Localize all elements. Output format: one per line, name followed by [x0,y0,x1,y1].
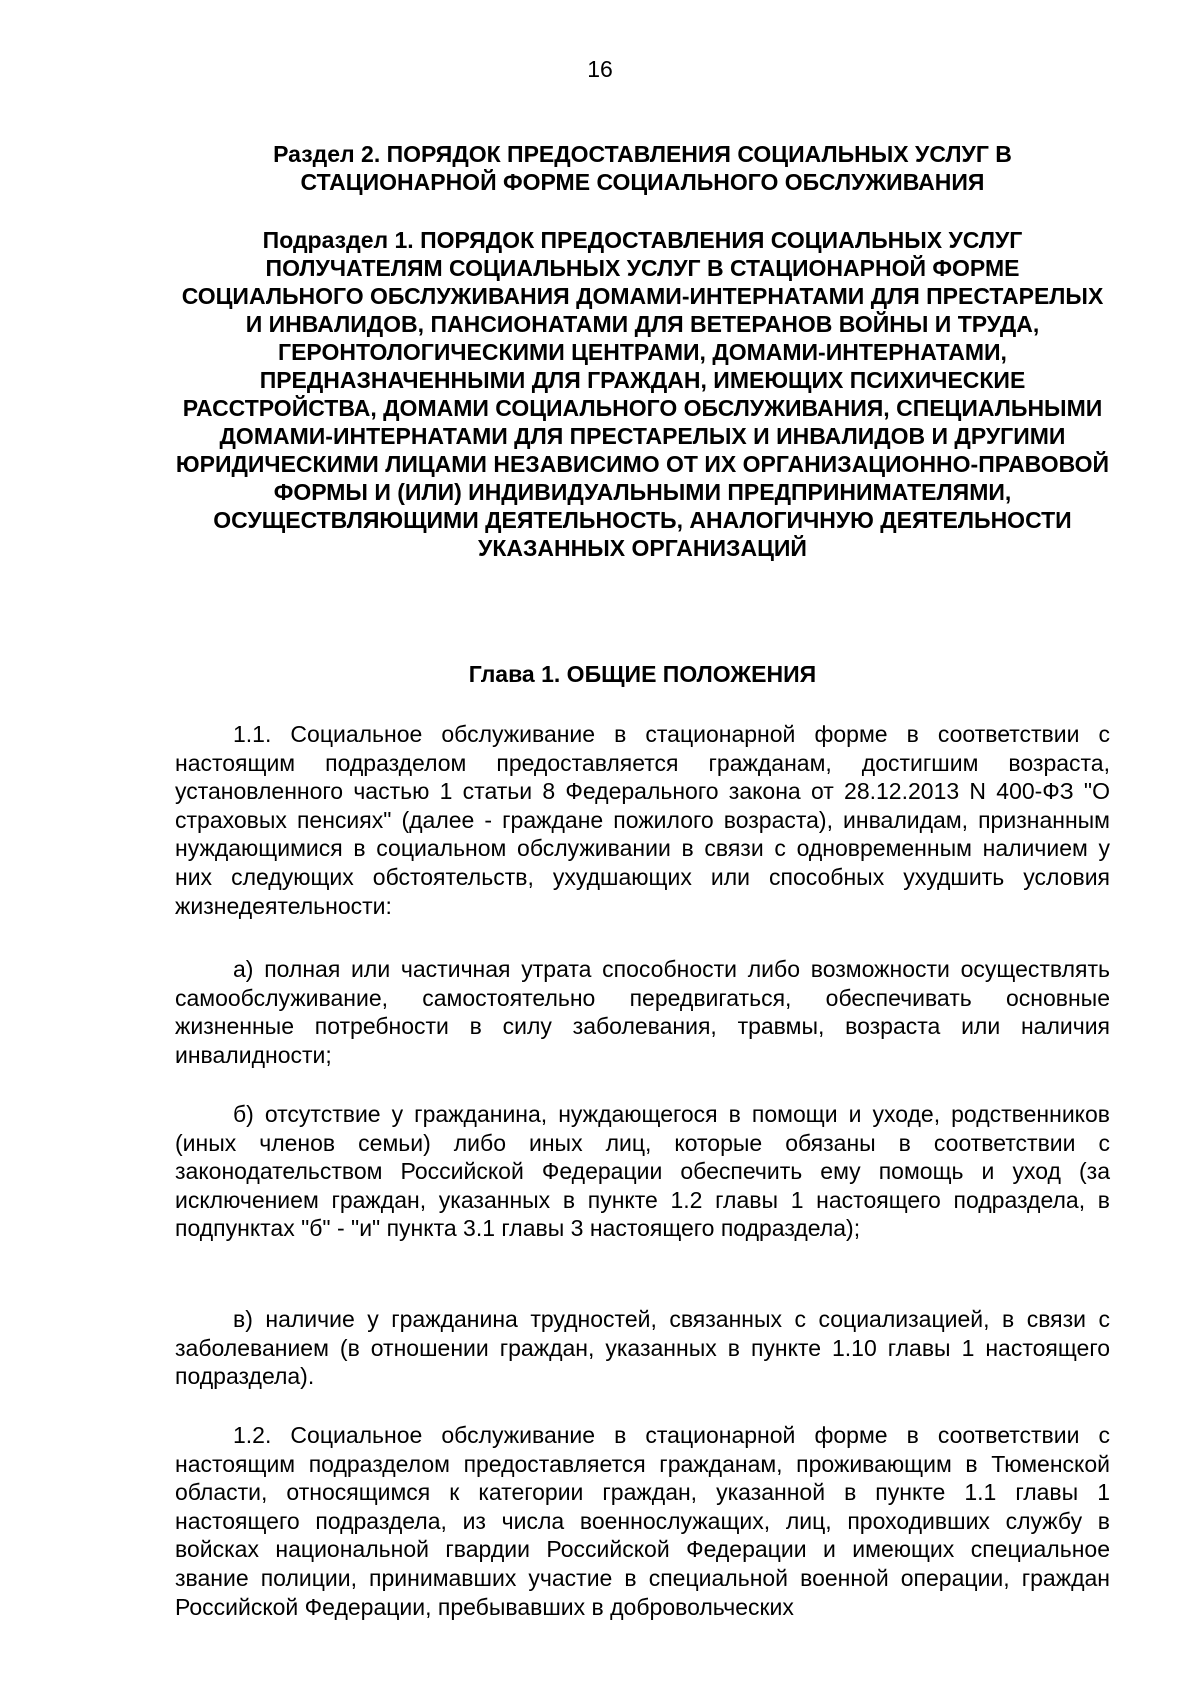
paragraph-subitem-b: б) отсутствие у гражданина, нуждающегося в помощи и уходе, родственников (иных членов семьи) либо иных лиц, которые обязаны в соответствии с законодательством Российской Федерации обеспечить ему помощь и уход (за исключением граждан, указанных в пункте 1.2 главы 1 настоящего подраздела, в подпунктах "б" - "и" пункта 3.1 главы 3 настоящего подраздела); [175,1101,1110,1242]
subsection-heading: Подраздел 1. ПОРЯДОК ПРЕДОСТАВЛЕНИЯ СОЦИАЛЬНЫХ УСЛУГ ПОЛУЧАТЕЛЯМ СОЦИАЛЬНЫХ УСЛУГ В СТАЦИОНАРНОЙ ФОРМЕ СОЦИАЛЬНОГО ОБСЛУЖИВАНИЯ ДОМАМИ-ИНТЕРНАТАМИ ДЛЯ ПРЕСТАРЕЛЫХ И ИНВАЛИДОВ, ПАНСИОНАТАМИ ДЛЯ ВЕТЕРАНОВ ВОЙНЫ И ТРУДА, ГЕРОНТОЛОГИЧЕСКИМИ ЦЕНТРАМИ, ДОМАМИ-ИНТЕРНАТАМИ, ПРЕДНАЗНАЧЕННЫМИ ДЛЯ ГРАЖДАН, ИМЕЮЩИХ ПСИХИЧЕСКИЕ РАССТРОЙСТВА, ДОМАМИ СОЦИАЛЬНОГО ОБСЛУЖИВАНИЯ, СПЕЦИАЛЬНЫМИ ДОМАМИ-ИНТЕРНАТАМИ ДЛЯ ПРЕСТАРЕЛЫХ И ИНВАЛИДОВ И ДРУГИМИ ЮРИДИЧЕСКИМИ ЛИЦАМИ НЕЗАВИСИМО ОТ ИХ ОРГАНИЗАЦИОННО-ПРАВОВОЙ ФОРМЫ И (ИЛИ) ИНДИВИДУАЛЬНЫМИ ПРЕДПРИНИМАТЕЛЯМИ, ОСУЩЕСТВЛЯЮЩИМИ ДЕЯТЕЛЬНОСТЬ, АНАЛОГИЧНУЮ ДЕЯТЕЛЬНОСТИ УКАЗАННЫХ ОРГАНИЗАЦИЙ [175,227,1110,561]
section-heading: Раздел 2. ПОРЯДОК ПРЕДОСТАВЛЕНИЯ СОЦИАЛЬНЫХ УСЛУГ В СТАЦИОНАРНОЙ ФОРМЕ СОЦИАЛЬНОГО ОБСЛУЖИВАНИЯ [273,141,1012,195]
paragraph-1-1: 1.1. Социальное обслуживание в стационарной форме в соответствии с настоящим подразделом предоставляется гражданам, достигшим возраста, установленного частью 1 статьи 8 Федерального закона от 28.12.2013 N 400-ФЗ "О страховых пенсиях" (далее - граждане пожилого возраста), инвалидам, признанным нуждающимися в социальном обслуживании в связи с одновременным наличием у них следующих обстоятельств, ухудшающих или способных ухудшить условия жизнедеятельности: [175,721,1110,919]
paragraph-subitem-v: в) наличие у гражданина трудностей, связанных с социализацией, в связи с заболеванием (в отношении граждан, указанных в пункте 1.10 главы 1 настоящего подраздела). [175,1306,1110,1390]
paragraph-subitem-a: а) полная или частичная утрата способности либо возможности осуществлять самообслуживание, самостоятельно передвигаться, обеспечивать основные жизненные потребности в силу заболевания, травмы, возраста или наличия инвалидности; [175,956,1110,1068]
page-number: 16 [587,56,613,82]
chapter-heading: Глава 1. ОБЩИЕ ПОЛОЖЕНИЯ [468,661,817,687]
paragraph-1-2: 1.2. Социальное обслуживание в стационарной форме в соответствии с настоящим подразделом предоставляется гражданам, проживающим в Тюменской области, относящимся к категории граждан, указанной в пункте 1.1 главы 1 настоящего подраздела, из числа военнослужащих, лиц, проходивших службу в войсках национальной гвардии Российской Федерации и имеющих специальное звание полиции, принимавших участие в специальной военной операции, граждан Российской Федерации, пребывавших в добровольческих [175,1422,1110,1620]
